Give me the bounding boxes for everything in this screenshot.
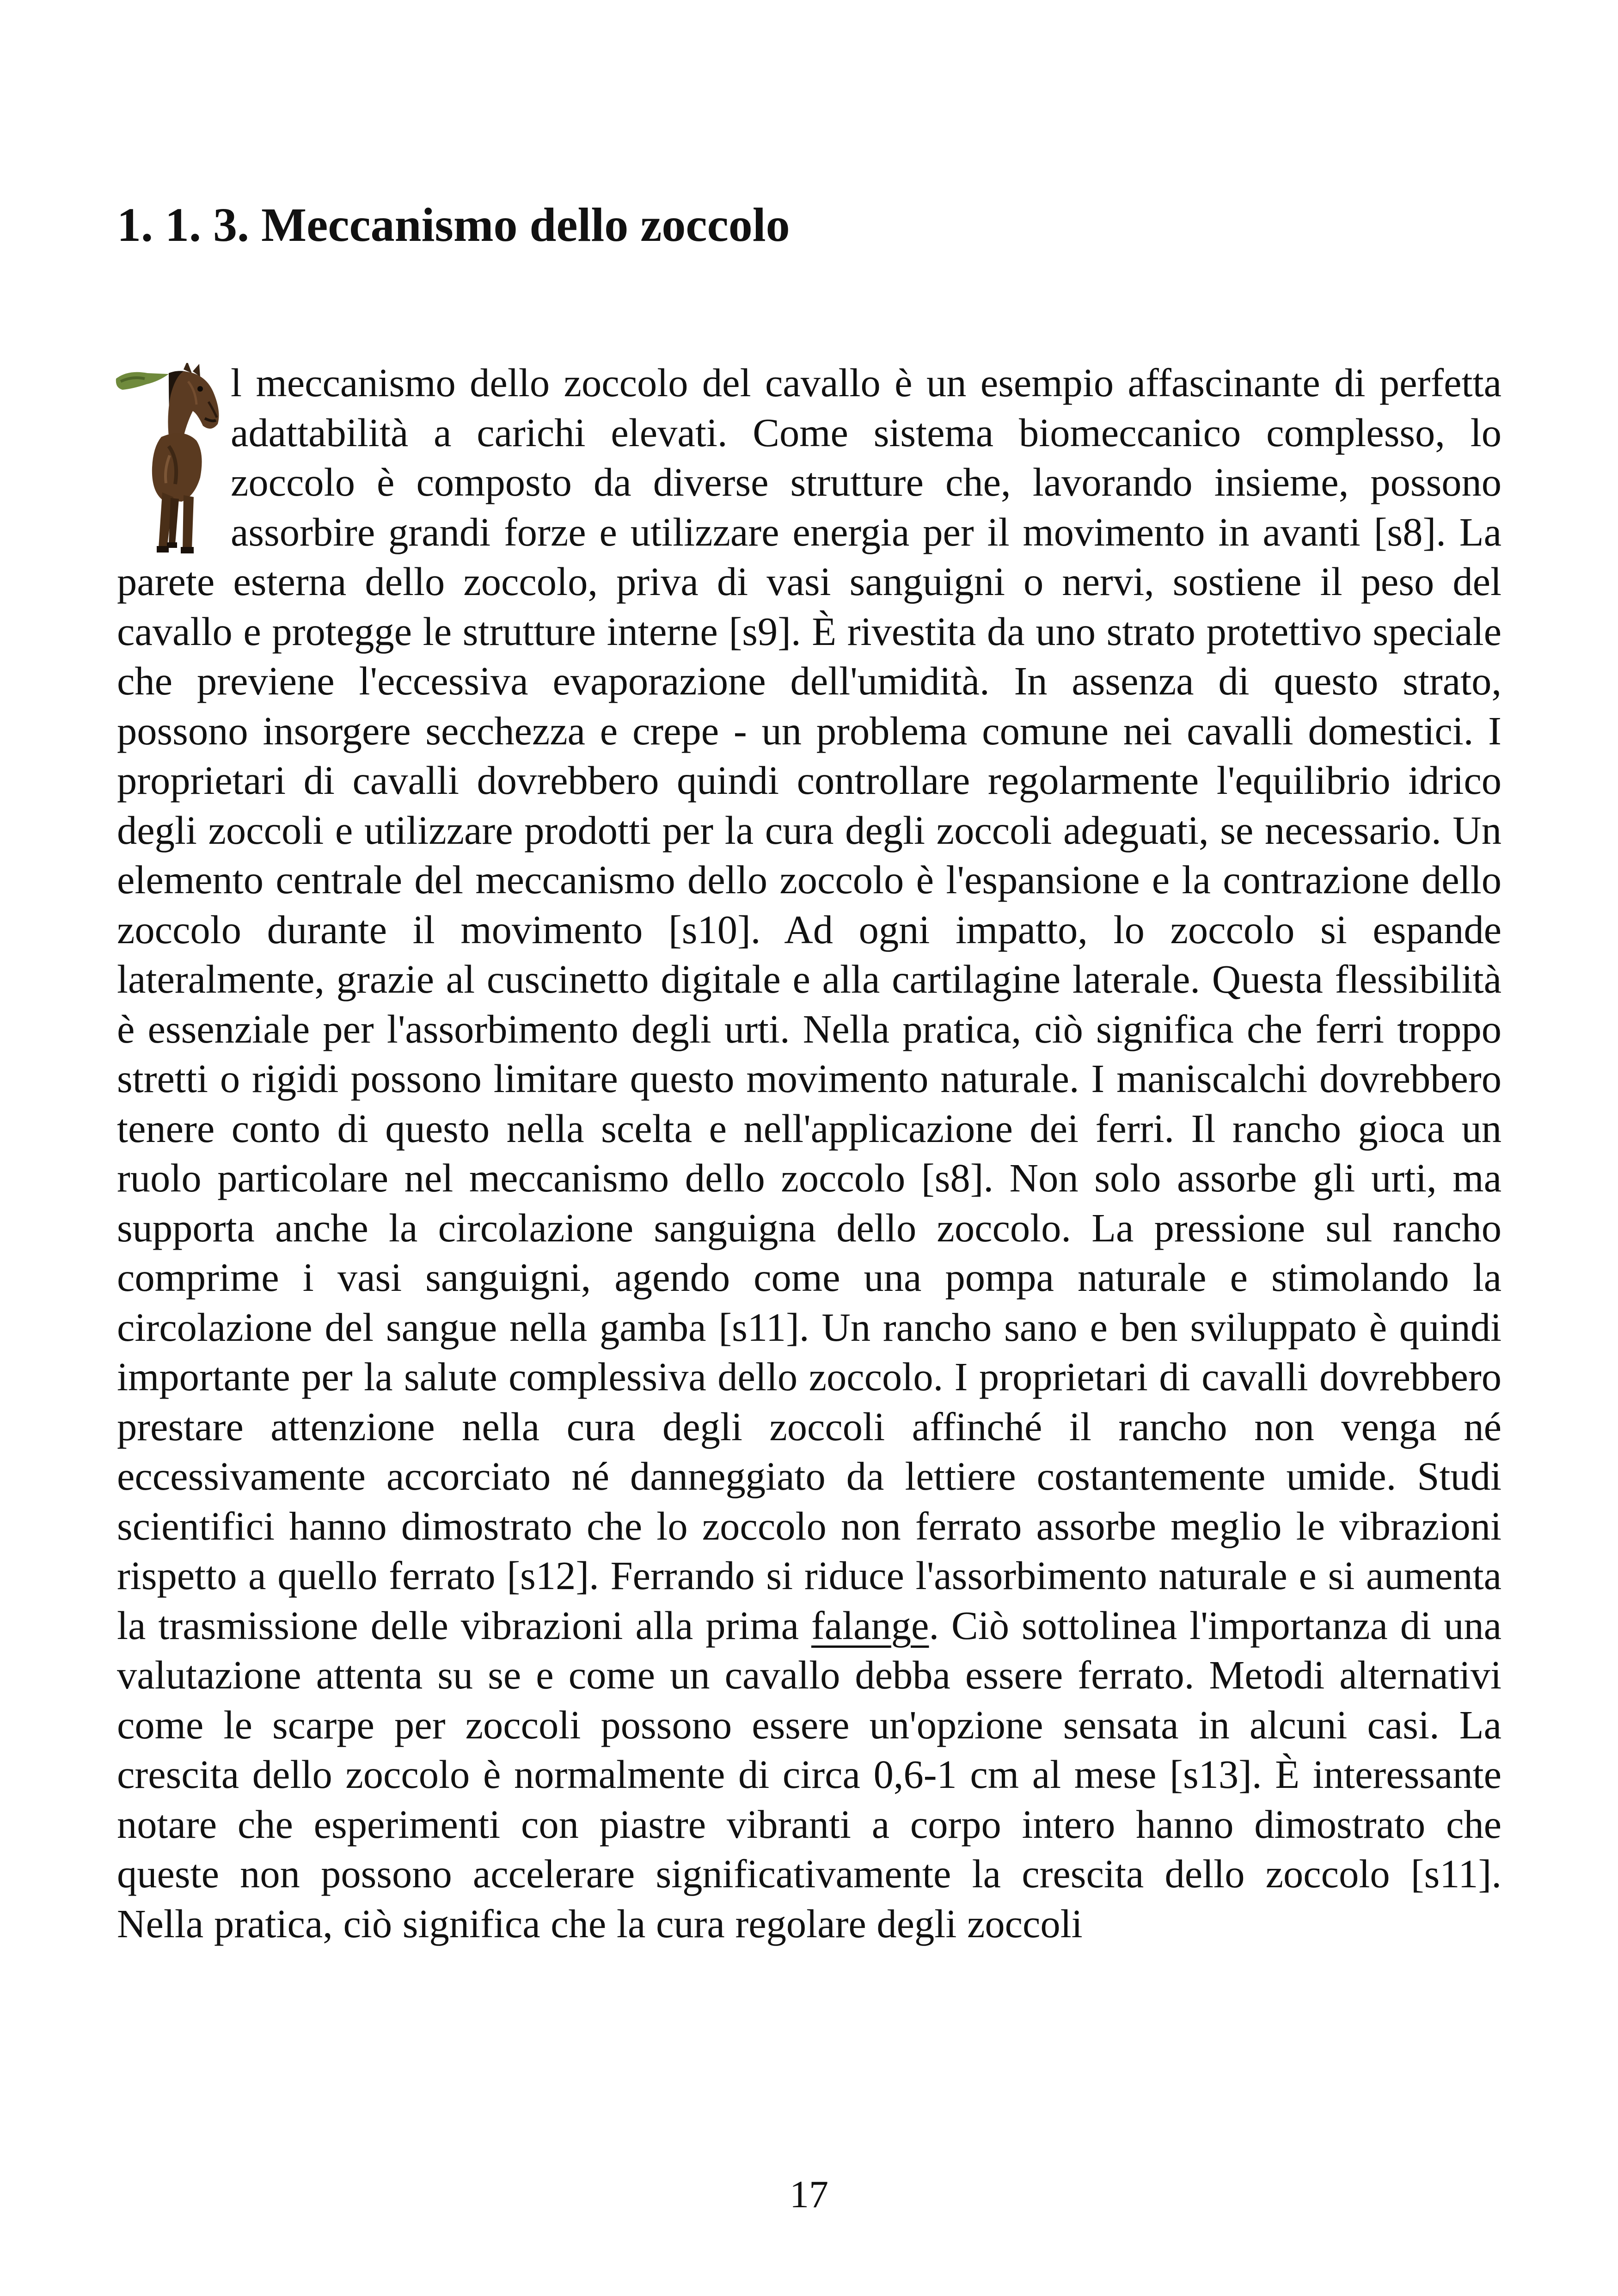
page-number: 17 [790, 2173, 828, 2216]
falange-glossary-link[interactable]: falange [811, 1603, 929, 1648]
body-text-part2: . Ciò sottolinea l'importanza di una valutazione attenta su se e come un cavallo debba essere ferrato. Metodi alternativi come le scarpe per zoccoli possono essere un'opzione sensata in alcuni casi. La crescita dello zoccolo è normalmente di circa 0,6-1 cm al mese [s13]. È interessante notare che esperimenti con piastre vibranti a corpo intero hanno dimostrato che queste non possono accelerare significativamente la crescita dello zoccolo [s11]. Nella pratica, ciò significa che la cura regolare degli zoccoli [117, 1603, 1502, 1946]
body-text-part1: l meccanismo dello zoccolo del cavallo è un esempio affascinante di perfetta adattabilità a carichi elevati. Come sistema biomeccanico complesso, lo zoccolo è composto da diverse strutture che, lavorando insieme, possono assorbire grandi forze e utilizzare energia per il movimento in avanti [s8]. La parete esterna dello zoccolo, priva di vasi sanguigni o nervi, sostiene il peso del cavallo e protegge le strutture interne [s9]. È rivestita da uno strato protettivo speciale che previene l'eccessiva evaporazione dell'umidità. In assenza di questo strato, possono insorgere secchezza e crepe - un problema comune nei cavalli domestici. I proprietari di cavalli dovrebbero quindi controllare regolarmente l'equilibrio idrico degli zoccoli e utilizzare prodotti per la cura degli zoccoli adeguati, se necessario. Un elemento centrale del meccanismo dello zoccolo è l'espansione e la contrazione dello zoccolo durante il movimento [s10]. Ad ogni impatto, lo zoccolo si espande lateralmente, grazie al cuscinetto digitale e alla cartilagine laterale. Questa flessibilità è essenziale per l'assorbimento degli urti. Nella pratica, ciò significa che ferri troppo stretti o rigidi possono limitare questo movimento naturale. I maniscalchi dovrebbero tenere conto di questo nella scelta e nell'applicazione dei ferri. Il rancho gioca un ruolo particolare nel meccanismo dello zoccolo [s8]. Non solo assorbe gli urti, ma supporta anche la circolazione sanguigna dello zoccolo. La pressione sul rancho comprime i vasi sanguigni, agendo come una pompa naturale e stimolando la circolazione del sangue nella gamba [s11]. Un rancho sano e ben sviluppato è quindi importante per la salute complessiva dello zoccolo. I proprietari di cavalli dovrebbero prestare attenzione nella cura degli zoccoli affinché il rancho non venga né eccessivamente accorciato né danneggiato da lettiere costantemente umide. Studi scientifici hanno dimostrato che lo zoccolo non ferrato assorbe meglio le vibrazioni rispetto a quello ferrato [s12]. Ferrando si riduce l'assorbimento naturale e si aumenta la trasmissione delle vibrazioni alla prima [117, 361, 1502, 1648]
section-heading: 1. 1. 3. Meccanismo dello zoccolo [117, 198, 790, 252]
body-paragraph [117, 358, 1502, 1949]
horse-dropcap-icon [114, 363, 226, 555]
